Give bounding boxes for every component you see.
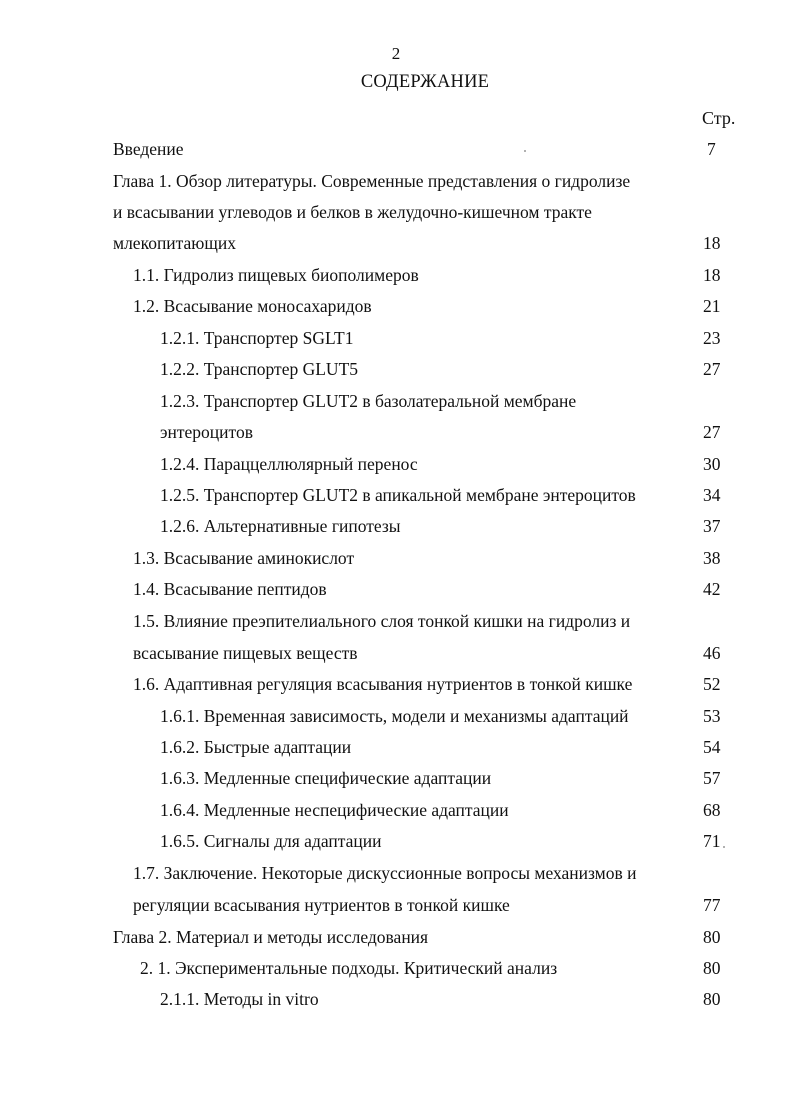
toc-entry-2-1-1: 2.1.1. Методы in vitro bbox=[160, 989, 319, 1009]
pages-column-header: Стр. bbox=[702, 108, 736, 128]
toc-entry-1-3: 1.3. Всасывание аминокислот bbox=[133, 548, 355, 568]
toc-page-number: 52 bbox=[703, 674, 721, 694]
toc-entry-1-2-1: 1.2.1. Транспортер SGLT1 bbox=[160, 328, 354, 348]
toc-entry-1-6-1: 1.6.1. Временная зависимость, модели и механизмы адаптаций bbox=[160, 706, 629, 726]
toc-page-number: 46 bbox=[703, 643, 721, 663]
toc-entry-1-7-cont: регуляции всасывания нутриентов в тонкой кишке bbox=[133, 895, 510, 915]
toc-entry-1-4: 1.4. Всасывание пептидов bbox=[133, 579, 327, 599]
toc-entry-2-1: 2. 1. Экспериментальные подходы. Критический анализ bbox=[140, 958, 558, 978]
toc-page-number: 7 bbox=[707, 139, 716, 159]
scan-speck bbox=[524, 150, 526, 152]
toc-entry-1-5-cont: всасывание пищевых веществ bbox=[133, 643, 358, 663]
toc-page-number: 27 bbox=[703, 359, 721, 379]
toc-entry-1-2-4: 1.2.4. Параццеллюлярный перенос bbox=[160, 454, 418, 474]
toc-page-number: 54 bbox=[703, 737, 721, 757]
toc-page-number: 27 bbox=[703, 422, 721, 442]
toc-page-number: 42 bbox=[703, 579, 721, 599]
toc-page-number: 80 bbox=[703, 927, 721, 947]
toc-entry-introduction: Введение bbox=[113, 139, 184, 159]
toc-page-number: 68 bbox=[703, 800, 721, 820]
toc-entry-1-6-5: 1.6.5. Сигналы для адаптации bbox=[160, 831, 382, 851]
toc-page-number: 71 bbox=[703, 831, 721, 851]
toc-entry-1-7: 1.7. Заключение. Некоторые дискуссионные вопросы механизмов и bbox=[133, 863, 637, 883]
toc-page-number: 80 bbox=[703, 989, 721, 1009]
page-number: 2 bbox=[391, 44, 401, 63]
toc-page-number: 37 bbox=[703, 516, 721, 536]
toc-entry-chapter-1: Глава 1. Обзор литературы. Современные представления о гидролизе bbox=[113, 171, 631, 191]
toc-page-number: 57 bbox=[703, 768, 721, 788]
toc-entry-chapter-2: Глава 2. Материал и методы исследования bbox=[113, 927, 429, 947]
toc-entry-1-6: 1.6. Адаптивная регуляция всасывания нутриентов в тонкой кишке bbox=[133, 674, 633, 694]
document-title: СОДЕРЖАНИЕ bbox=[360, 72, 490, 92]
toc-entry-1-6-3: 1.6.3. Медленные специфические адаптации bbox=[160, 768, 492, 788]
toc-entry-1-2-3-cont: энтероцитов bbox=[160, 422, 253, 442]
toc-entry-1-2-6: 1.2.6. Альтернативные гипотезы bbox=[160, 516, 401, 536]
toc-entry-1-6-4: 1.6.4. Медленные неспецифические адаптации bbox=[160, 800, 509, 820]
toc-page-number: 18 bbox=[703, 233, 721, 253]
toc-entry-chapter-1-cont: и всасывании углеводов и белков в желудочно-кишечном тракте bbox=[113, 202, 592, 222]
toc-entry-1-2-2: 1.2.2. Транспортер GLUT5 bbox=[160, 359, 359, 379]
toc-page-number: 80 bbox=[703, 958, 721, 978]
toc-entry-1-5: 1.5. Влияние преэпителиального слоя тонкой кишки на гидролиз и bbox=[133, 611, 631, 631]
toc-page-number: 23 bbox=[703, 328, 721, 348]
toc-page-number: 34 bbox=[703, 485, 721, 505]
toc-page-number: 38 bbox=[703, 548, 721, 568]
scan-speck bbox=[723, 846, 725, 848]
toc-entry-1-1: 1.1. Гидролиз пищевых биополимеров bbox=[133, 265, 419, 285]
toc-page-number: 30 bbox=[703, 454, 721, 474]
toc-entry-1-6-2: 1.6.2. Быстрые адаптации bbox=[160, 737, 352, 757]
toc-page-number: 53 bbox=[703, 706, 721, 726]
toc-page-number: 77 bbox=[703, 895, 721, 915]
toc-page-number: 18 bbox=[703, 265, 721, 285]
toc-entry-1-2: 1.2. Всасывание моносахаридов bbox=[133, 296, 372, 316]
toc-page-number: 21 bbox=[703, 296, 721, 316]
toc-entry-1-2-5: 1.2.5. Транспортер GLUT2 в апикальной мембране энтероцитов bbox=[160, 485, 636, 505]
toc-entry-chapter-1-cont: млекопитающих bbox=[113, 233, 236, 253]
toc-entry-1-2-3: 1.2.3. Транспортер GLUT2 в базолатеральной мембране bbox=[160, 391, 577, 411]
